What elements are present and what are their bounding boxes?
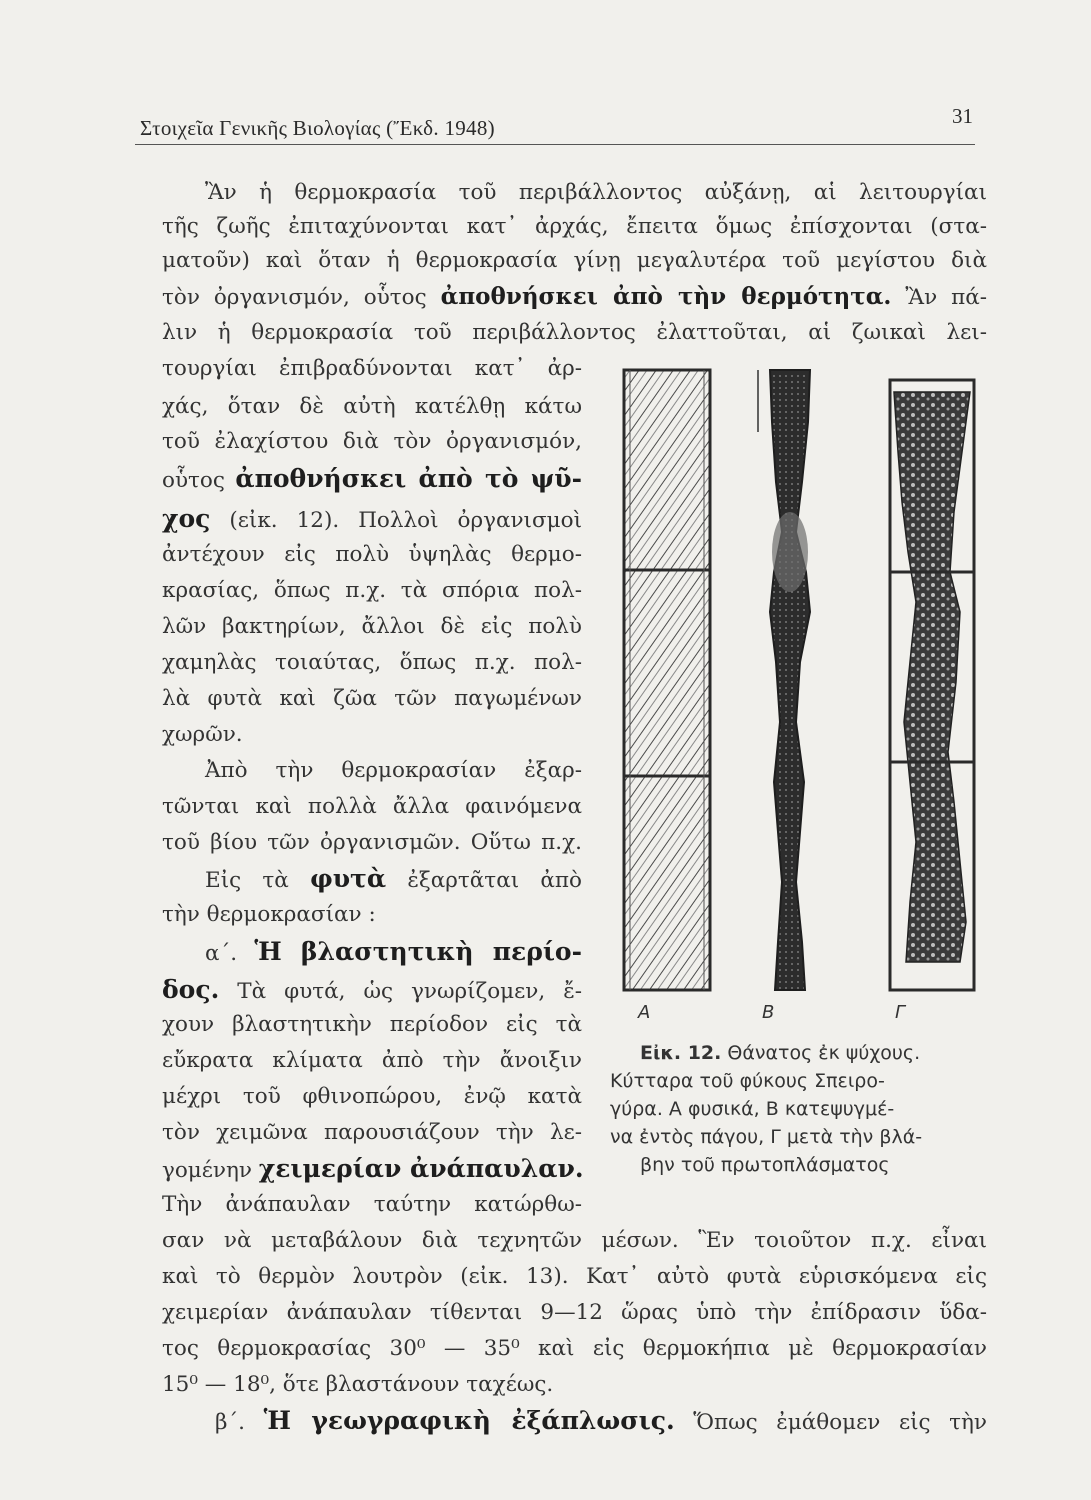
text-line: λῶν βακτηρίων, ἄλλοι δὲ εἰς πολὺ [162,614,582,639]
label-c: Γ [895,1002,906,1023]
text-line: λιν ἡ θερμοκρασία τοῦ περιβάλλοντος ἐλαττοῦται, αἱ ζωικαὶ λει- [162,320,987,345]
text-line: τοῦ ἐλαχίστου διὰ τὸν ὀργανισμόν, [162,429,582,454]
emphasis-text: φυτὰ [310,864,387,893]
text-line: εὔκρατα κλίματα ἀπὸ τὴν ἄνοιξιν [162,1048,582,1073]
text-line: μέχρι τοῦ φθινοπώρου, ἐνῷ κατὰ [162,1084,582,1109]
panel-c-damaged-cells [890,380,974,990]
emphasis-text: χος [162,504,211,533]
text-line: Ἀπὸ τὴν θερμοκρασίαν ἐξαρ- [205,758,582,783]
text-line: καὶ τὸ θερμὸν λουτρὸν (εἰκ. 13). Κατ᾽ αὐτὸ φυτὰ εὑρισκόμενα εἰς [162,1264,987,1289]
figure-caption-line [640,1040,920,1066]
figure-caption-line: να ἐντὸς πάγου, Γ μετὰ τὴν βλά- [610,1126,923,1148]
figure-caption-line: βην τοῦ πρωτοπλάσματος [640,1154,890,1176]
section-heading: δος. [162,975,220,1004]
text-line [162,973,582,1009]
text-line: ματοῦν) καὶ ὅταν ἡ θερμοκρασία γίνῃ μεγαλυτέρα τοῦ μεγίστου διὰ [162,248,987,273]
text-line: τὴν θερμοκρασίαν : [162,902,376,927]
text-line: τοῦ βίου τῶν ὀργανισμῶν. Οὕτω π.χ. [162,830,582,855]
text-line: χειμερίαν ἀνάπαυλαν τίθενται 9—12 ὥρας ὑπὸ τὴν ἐπίδρασιν ὕδα- [162,1300,987,1325]
text-line [162,502,582,538]
text-line: χωρῶν. [162,722,243,747]
text-line [162,1152,582,1188]
text-line [205,935,582,971]
figure-caption-line: Κύτταρα τοῦ φύκους Σπειρο- [610,1070,885,1092]
running-title: Στοιχεῖα Γενικῆς Βιολογίας (Ἔκδ. 1948) [140,116,495,140]
label-a: Α [638,1002,651,1023]
text-fragment: οὗτος [162,468,225,493]
text-line: τῶνται καὶ πολλὰ ἄλλα φαινόμενα [162,794,582,819]
emphasis-text: ἀποθνήσκει ἀπὸ τὴν θερμότητα. [440,283,892,310]
text-line [162,462,582,498]
text-line: τῆς ζωῆς ἐπιταχύνονται κατ᾽ ἀρχάς, ἔπειτα ὅμως ἐπίσχονται (στα- [162,214,987,239]
text-line: τος θερμοκρασίας 30⁰ — 35⁰ καὶ εἰς θερμοκήπια μὲ θερμοκρασίαν [162,1336,987,1361]
panel-b-frozen-cells [758,370,810,990]
page-number: 31 [952,104,973,128]
figure-12 [610,362,990,1022]
panel-a-normal-cells [624,370,710,990]
text-fragment: γομένην [162,1158,252,1183]
text-line: Ἂν ἡ θερμοκρασία τοῦ περιβάλλοντος αὐξάνῃ, αἱ λειτουργίαι [205,180,987,205]
text-fragment: β΄. [215,1410,246,1435]
running-header [135,104,975,145]
emphasis-text: χειμερίαν ἀνάπαυλαν. [258,1154,584,1183]
text-line: σαν νὰ μεταβάλουν διὰ τεχνητῶν μέσων. Ἓν τοιοῦτον π.χ. εἶναι [162,1228,987,1253]
text-line [205,862,582,898]
text-fragment: ἐξαρτᾶται ἀπὸ [407,868,582,893]
text-line: χουν βλαστητικὴν περίοδον εἰς τὰ [162,1012,582,1037]
caption-text: Θάνατος ἐκ ψύχους. [727,1042,921,1064]
text-fragment: Ἂν πά- [905,285,988,310]
figure-number: Εἰκ. 12. [640,1042,722,1064]
text-line: χαμηλὰς τοιαύτας, ὅπως π.χ. πολ- [162,650,582,675]
text-line: τουργίαι ἐπιβραδύνονται κατ᾽ ἀρ- [162,356,582,381]
text-line [162,280,987,315]
figure-caption-line: γύρα. Α φυσικά, Β κατεψυγμέ- [610,1098,895,1120]
text-line: Τὴν ἀνάπαυλαν ταύτην κατώρθω- [162,1192,582,1217]
text-line: χάς, ὅταν δὲ αὐτὴ κατέλθῃ κάτω [162,394,582,419]
text-line: κρασίας, ὅπως π.χ. τὰ σπόρια πολ- [162,578,582,603]
text-line: 15⁰ — 18⁰, ὅτε βλαστάνουν ταχέως. [162,1372,554,1397]
text-line [215,1404,987,1440]
emphasis-text: ἀποθνήσκει ἀπὸ τὸ ψῦ- [235,464,583,493]
section-heading: Ἡ βλαστητικὴ περίο- [254,937,582,966]
spirogyra-illustration [610,362,990,1002]
text-fragment: α΄. [205,941,238,966]
label-b: Β [762,1002,775,1023]
text-line: λὰ φυτὰ καὶ ζῶα τῶν παγωμένων [162,686,582,711]
text-fragment: τὸν ὀργανισμόν, οὗτος [162,285,427,310]
text-fragment: Τὰ φυτά, ὡς γνωρίζομεν, ἔ- [237,979,582,1004]
text-line: τὸν χειμῶνα παρουσιάζουν τὴν λε- [162,1120,582,1145]
section-heading: Ἡ γεωγραφικὴ ἐξάπλωσις. [263,1406,675,1435]
text-fragment: Ὅπως ἐμάθομεν εἰς τὴν [693,1410,987,1435]
text-line: ἀντέχουν εἰς πολὺ ὑψηλὰς θερμο- [162,542,582,567]
text-fragment: Εἰς τὰ [205,868,289,893]
text-fragment: (εἰκ. 12). Πολλοὶ ὀργανισμοὶ [229,508,582,533]
